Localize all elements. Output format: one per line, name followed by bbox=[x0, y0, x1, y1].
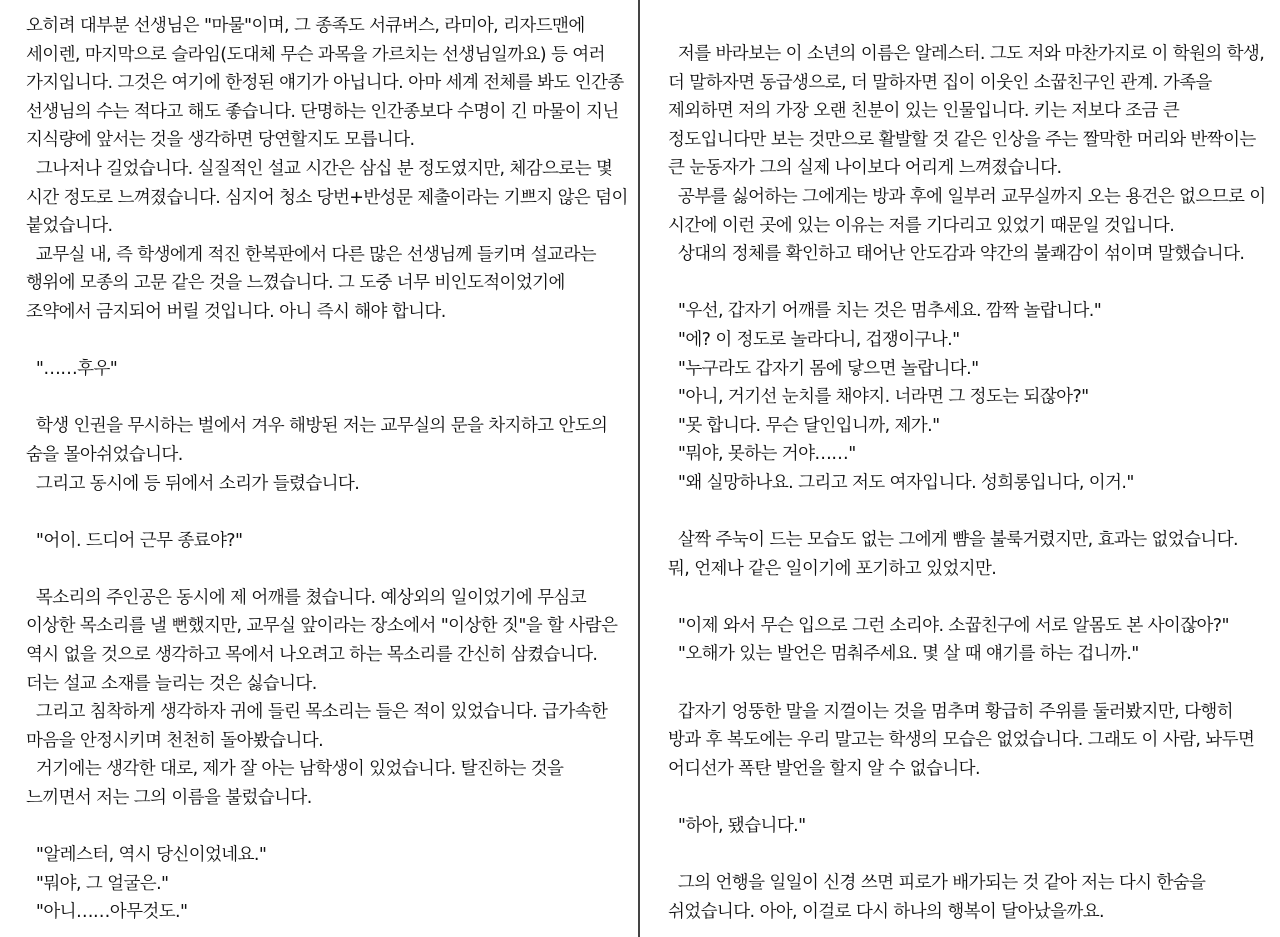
text-line: 세이렌, 마지막으로 슬라임(도대체 무슨 과목을 가르치는 선생님일까요) 등 여러 bbox=[26, 44, 605, 65]
blank-line bbox=[668, 669, 1280, 698]
text-line: "이제 와서 무슨 입으로 그런 소리야. 소꿉친구에 서로 알몸도 본 사이잖아?" bbox=[668, 615, 1229, 636]
blank-line bbox=[668, 583, 1280, 612]
text-line: 마음을 안정시키며 천천히 돌아봤습니다. bbox=[26, 730, 324, 751]
text-line: 교무실 내, 즉 학생에게 적진 한복판에서 다른 많은 선생님께 들키며 설교라는 bbox=[26, 244, 596, 265]
blank-line bbox=[26, 327, 639, 356]
text-line: 시간에 이런 곳에 있는 이유는 저를 기다리고 있었기 때문일 것입니다. bbox=[668, 215, 1175, 236]
blank-line bbox=[26, 813, 639, 842]
blank-line bbox=[26, 384, 639, 413]
text-line: 더는 설교 소재를 늘리는 것은 싫습니다. bbox=[26, 673, 317, 694]
text-line: 상대의 정체를 확인하고 태어난 안도감과 약간의 불쾌감이 섞이며 말했습니다. bbox=[668, 244, 1245, 265]
text-line: 조약에서 금지되어 버릴 것입니다. 아니 즉시 해야 합니다. bbox=[26, 301, 446, 322]
text-line: "어이. 드디어 근무 종료야?" bbox=[26, 530, 243, 551]
text-line: 목소리의 주인공은 동시에 제 어깨를 쳤습니다. 예상외의 일이었기에 무심코 bbox=[26, 587, 587, 608]
text-line: 그의 언행을 일일이 신경 쓰면 피로가 배가되는 것 같아 저는 다시 한숨을 bbox=[668, 873, 1206, 894]
text-line: "왜 실망하나요. 그리고 저도 여자입니다. 성희롱입니다, 이거." bbox=[668, 472, 1134, 493]
text-line: 시간 정도로 느껴졌습니다. 심지어 청소 당번+반성문 제출이라는 기쁘지 않은 덤이 bbox=[26, 187, 628, 208]
text-line: 이상한 목소리를 낼 뻔했지만, 교무실 앞이라는 장소에서 "이상한 짓"을 할 사람은 bbox=[26, 616, 618, 637]
text-line: 더 말하자면 동급생으로, 더 말하자면 집이 이웃인 소꿉친구인 관계. 가족을 bbox=[668, 72, 1212, 93]
blank-line bbox=[26, 498, 639, 527]
page-divider bbox=[638, 0, 640, 937]
text-line: 제외하면 저의 가장 오랜 친분이 있는 인물입니다. 키는 저보다 조금 큰 bbox=[668, 101, 1180, 122]
text-line: 선생님의 수는 적다고 해도 좋습니다. 단명하는 인간종보다 수명이 긴 마물이 지닌 bbox=[26, 101, 619, 122]
text-line: 행위에 모종의 고문 같은 것을 느꼈습니다. 그 도중 너무 비인도적이었기에 bbox=[26, 273, 565, 294]
text-line: 공부를 싫어하는 그에게는 방과 후에 일부러 교무실까지 오는 용건은 없으므로 이 bbox=[668, 186, 1266, 207]
text-line: "하아, 됐습니다." bbox=[668, 816, 806, 837]
right-page bbox=[641, 0, 1280, 937]
text-line: 갑자기 엉뚱한 말을 지껄이는 것을 멈추며 황급히 주위를 둘러봤지만, 다행히 bbox=[668, 701, 1234, 722]
text-line: 살짝 주눅이 드는 모습도 없는 그에게 뺨을 불룩거렸지만, 효과는 없었습니다. bbox=[668, 530, 1238, 551]
text-line: "누구라도 갑자기 몸에 닿으면 놀랍니다." bbox=[668, 358, 979, 379]
text-line: "오해가 있는 발언은 멈춰주세요. 몇 살 때 얘기를 하는 겁니까." bbox=[668, 644, 1139, 665]
text-line: 큰 눈동자가 그의 실제 나이보다 어리게 느껴졌습니다. bbox=[668, 158, 1062, 179]
text-line: 느끼면서 저는 그의 이름을 불렀습니다. bbox=[26, 788, 312, 809]
text-line: 학생 인권을 무시하는 벌에서 겨우 해방된 저는 교무실의 문을 차지하고 안도의 bbox=[26, 416, 608, 437]
text-line: "우선, 갑자기 어깨를 치는 것은 멈추세요. 깜짝 놀랍니다." bbox=[668, 301, 1102, 322]
text-line: 숨을 몰아쉬었습니다. bbox=[26, 444, 183, 465]
text-line: 오히려 대부분 선생님은 "마물"이며, 그 종족도 서큐버스, 라미아, 리자드맨에 bbox=[26, 16, 585, 36]
text-line: 어디선가 폭탄 발언을 할지 알 수 없습니다. bbox=[668, 758, 980, 779]
text-line: "아니, 거기선 눈치를 채야지. 너라면 그 정도는 되잖아?" bbox=[668, 387, 1089, 408]
text-line: 붙었습니다. bbox=[26, 216, 113, 237]
left-page bbox=[0, 0, 639, 937]
text-line: 방과 후 복도에는 우리 말고는 학생의 모습은 없었습니다. 그래도 이 사람, 놔두면 bbox=[668, 730, 1255, 751]
text-line: "에? 이 정도로 놀라다니, 겁쟁이구나." bbox=[668, 329, 960, 350]
text-line: 가지입니다. 그것은 여기에 한정된 얘기가 아닙니다. 아마 세계 전체를 봐도 인간종 bbox=[26, 73, 624, 94]
text-line: 그나저나 길었습니다. 실질적인 설교 시간은 삼십 분 정도였지만, 체감으로는 몇 bbox=[26, 158, 613, 179]
blank-line bbox=[668, 269, 1280, 298]
text-line: "아니……아무것도." bbox=[26, 902, 188, 923]
text-line: 그리고 동시에 등 뒤에서 소리가 들렸습니다. bbox=[26, 473, 360, 494]
text-line: 쉬었습니다. 아아, 이걸로 다시 하나의 행복이 달아났을까요. bbox=[668, 901, 1104, 922]
text-line: 뭐, 언제나 같은 일이기에 포기하고 있었지만. bbox=[668, 558, 997, 579]
text-line: 정도입니다만 보는 것만으로 활발할 것 같은 인상을 주는 짤막한 머리와 반짝이는 bbox=[668, 129, 1256, 150]
text-line: "뭐야, 그 얼굴은." bbox=[26, 873, 169, 894]
text-line: "알레스터, 역시 당신이었네요." bbox=[26, 845, 267, 866]
text-line: "뭐야, 못하는 거야……" bbox=[668, 444, 856, 465]
blank-line bbox=[668, 498, 1280, 527]
text-line: "……후우" bbox=[26, 359, 118, 380]
blank-line bbox=[668, 841, 1280, 870]
text-line: 그리고 침착하게 생각하자 귀에 들린 목소리는 들은 적이 있었습니다. 급가속한 bbox=[26, 702, 608, 723]
text-line: 지식량에 앞서는 것을 생각하면 당연할지도 모릅니다. bbox=[26, 130, 415, 151]
text-line: 저를 바라보는 이 소년의 이름은 알레스터. 그도 저와 마찬가지로 이 학원의 학생, bbox=[668, 44, 1265, 64]
blank-line bbox=[668, 783, 1280, 812]
text-line: 거기에는 생각한 대로, 제가 잘 아는 남학생이 있었습니다. 탈진하는 것을 bbox=[26, 759, 564, 780]
text-line: "못 합니다. 무슨 달인입니까, 제가." bbox=[668, 415, 940, 436]
text-line: 역시 없을 것으로 생각하고 목에서 나오려고 하는 목소리를 간신히 삼켰습니다. bbox=[26, 645, 598, 666]
blank-line bbox=[26, 555, 639, 584]
